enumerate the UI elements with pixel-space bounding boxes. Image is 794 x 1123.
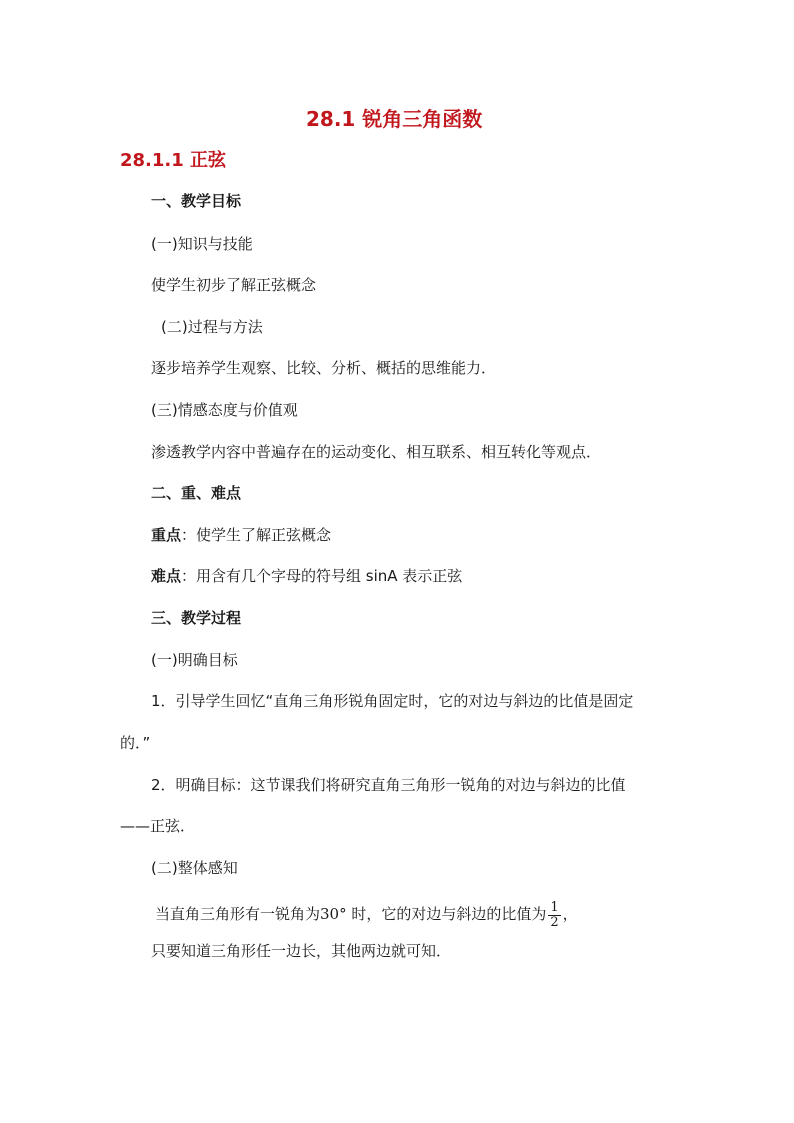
difficult-point-label: 难点 — [151, 567, 182, 585]
fraction-denominator: 2 — [550, 914, 559, 930]
key-point-text: ：使学生了解正弦概念 — [181, 526, 332, 544]
document-title: 28.1 锐角三角函数 — [306, 107, 483, 131]
item1-line1: 1．引导学生回忆“直角三角形锐角固定时，它的对边与斜边的比值是固定 — [151, 692, 634, 710]
heading-clear-goals: (一)明确目标 — [151, 651, 238, 669]
perception-line2: 只要知道三角形任一边长，其他两边就可知． — [151, 942, 452, 960]
heading-attitude-values: (三)情感态度与价值观 — [151, 401, 298, 419]
key-point — [151, 525, 331, 545]
difficult-point — [151, 566, 462, 586]
text-attitude-values: 渗透教学内容中普遍存在的运动变化、相互联系、相互转化等观点． — [151, 443, 602, 461]
text-knowledge-skills: 使学生初步了解正弦概念 — [151, 276, 317, 294]
heading-key-difficult: 二、重、难点 — [151, 484, 242, 502]
section-subtitle: 28.1.1 正弦 — [120, 150, 227, 171]
heading-teaching-process: 三、教学过程 — [151, 609, 242, 627]
item1-line2: 的．” — [120, 734, 151, 752]
key-point-label: 重点 — [151, 526, 182, 544]
perception-line1 — [155, 897, 578, 931]
difficult-point-text: ：用含有几个字母的符号组 sinA 表示正弦 — [181, 567, 463, 585]
heading-overall-perception: (二)整体感知 — [151, 859, 238, 877]
fraction-one-half — [548, 901, 560, 930]
fraction-numerator: 1 — [550, 899, 559, 915]
item2-line2: ——正弦． — [120, 817, 196, 835]
text-process-method: 逐步培养学生观察、比较、分析、概括的思维能力． — [151, 359, 497, 377]
perception-line1-tail: ， — [562, 905, 578, 923]
heading-process-method: (二)过程与方法 — [161, 318, 263, 336]
heading-knowledge-skills: (一)知识与技能 — [151, 235, 253, 253]
perception-line1-text: 当直角三角形有一锐角为30° 时，它的对边与斜边的比值为 — [155, 905, 547, 923]
item2-line1: 2．明确目标：这节课我们将研究直角三角形一锐角的对边与斜边的比值 — [151, 776, 626, 794]
heading-teaching-goals: 一、教学目标 — [151, 192, 242, 210]
